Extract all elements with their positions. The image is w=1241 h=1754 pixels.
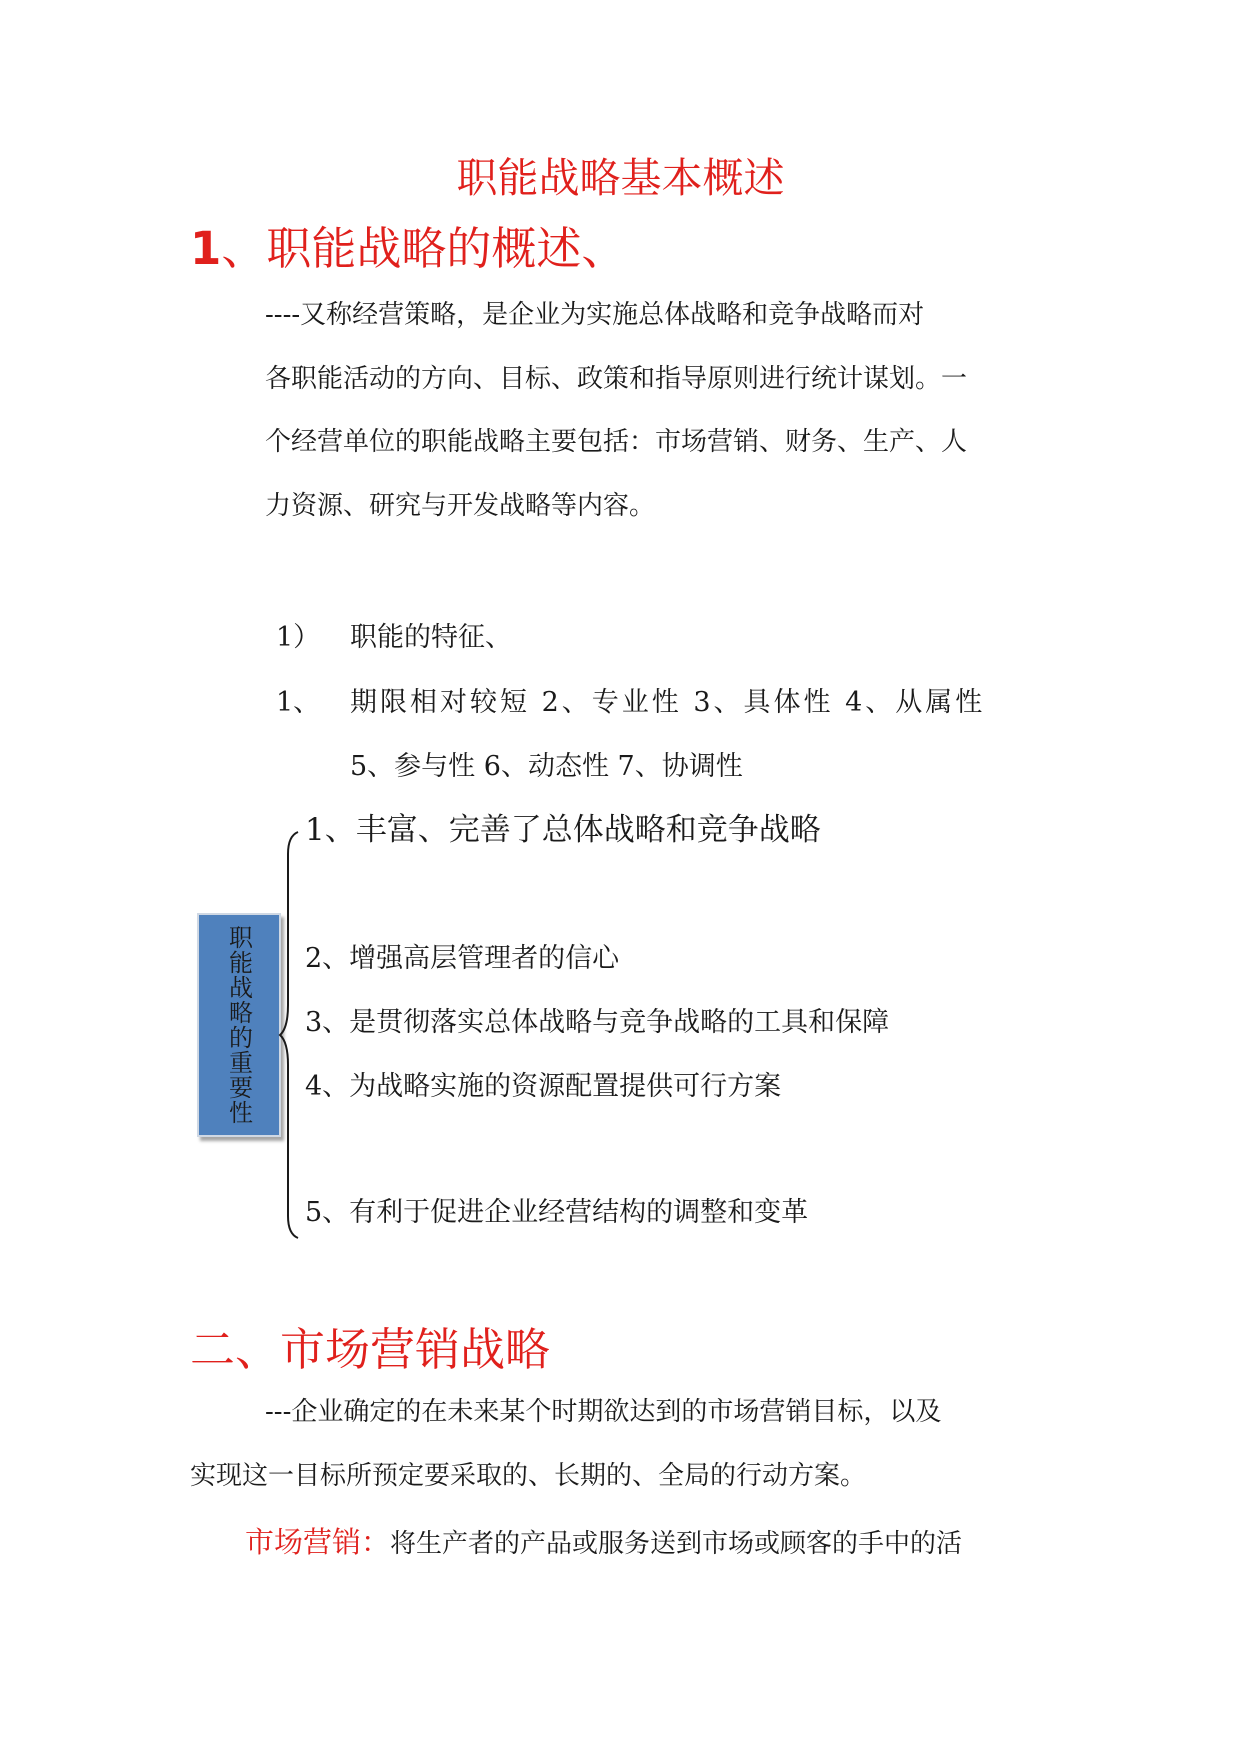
section1-heading-number: 1 (190, 222, 222, 275)
market-definition (245, 1524, 962, 1562)
importance-item: 1、丰富、完善了总体战略和竞争战略 (305, 812, 821, 848)
section2-paragraph-line: 实现这一目标所预定要采取的、长期的、全局的行动方案。 (190, 1461, 867, 1491)
section1-paragraph-line: 力资源、研究与开发战略等内容。 (265, 491, 656, 521)
importance-item: 4、为战略实施的资源配置提供可行方案 (305, 1071, 782, 1102)
section1-paragraph-line: 各职能活动的方向、目标、政策和指导原则进行统计谋划。一 (265, 364, 968, 394)
importance-label: 职能战略的重要性 (224, 925, 253, 1125)
section2-paragraph-line: ---企业确定的在未来某个时期欲达到的市场营销目标，以及 (265, 1397, 942, 1427)
market-definition-label: 市场营销： (245, 1525, 391, 1559)
section1-paragraph-line: ----又称经营策略，是企业为实施总体战略和竞争战略而对 (265, 300, 925, 330)
section1-paragraph-line: 个经营单位的职能战略主要包括：市场营销、财务、生产、人 (265, 427, 968, 457)
brace-icon (278, 830, 304, 1240)
features-line: 5、参与性 6、动态性 7、协调性 (350, 751, 743, 782)
section2-heading: 二、市场营销战略 (190, 1323, 551, 1376)
importance-item: 2、增强高层管理者的信心 (305, 943, 620, 974)
features-line: 期限相对较短 2、专业性 3、具体性 4、从属性 (350, 687, 986, 718)
features-item-marker: 1、 (276, 687, 321, 718)
page-title: 职能战略基本概述 (456, 154, 785, 202)
section1-heading (190, 220, 626, 278)
features-marker: 1） (276, 622, 321, 653)
importance-label-box (197, 913, 281, 1137)
importance-item: 5、有利于促进企业经营结构的调整和变革 (305, 1197, 809, 1228)
section1-heading-text: 、职能战略的概述、 (221, 222, 627, 275)
market-definition-text: 将生产者的产品或服务送到市场或顾客的手中的活 (390, 1529, 963, 1559)
importance-item: 3、是贯彻落实总体战略与竞争战略的工具和保障 (305, 1007, 890, 1038)
features-title: 职能的特征、 (350, 622, 512, 653)
